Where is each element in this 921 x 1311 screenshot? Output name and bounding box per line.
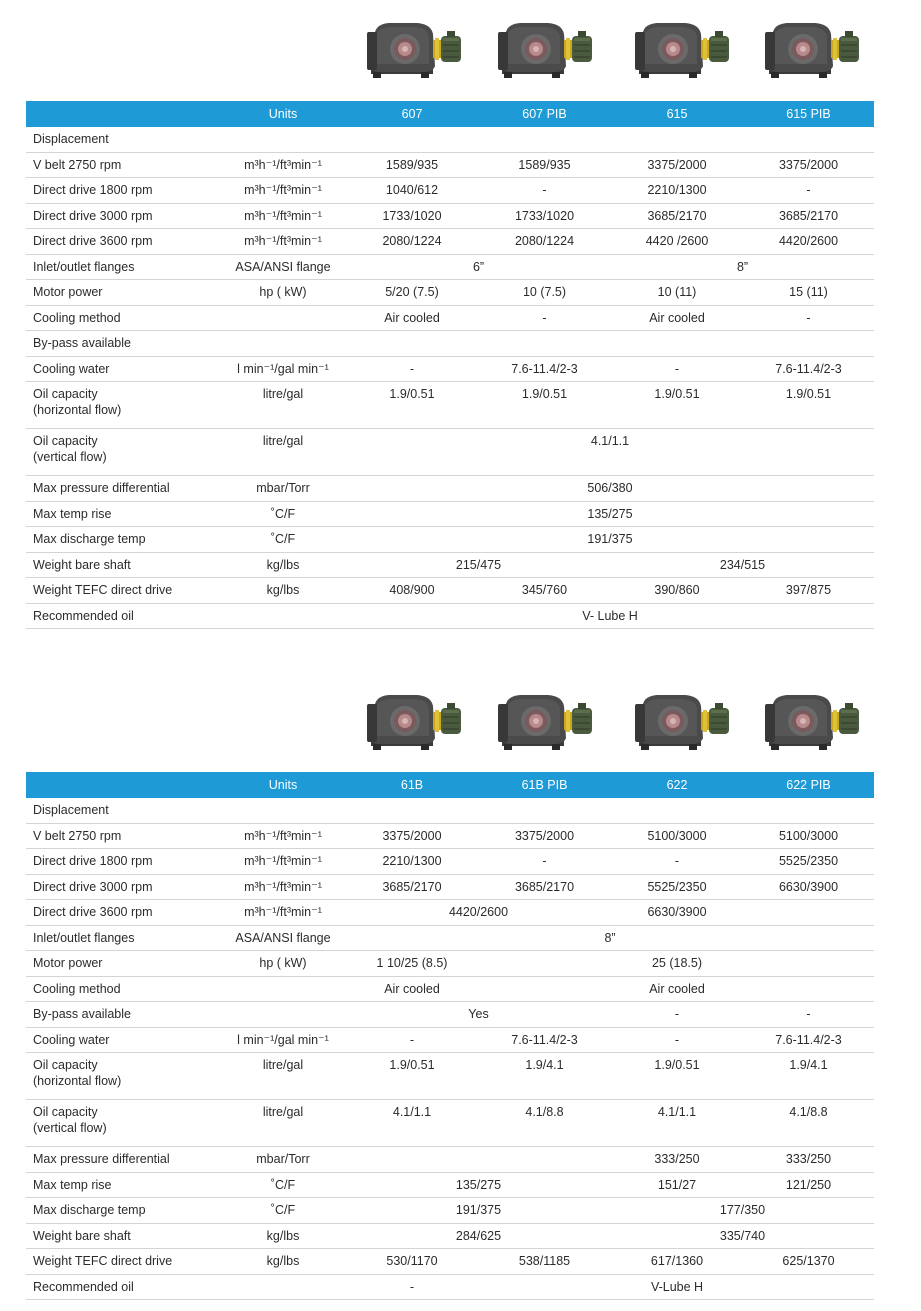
row-label: Cooling method [26, 976, 220, 1002]
units-cell: l min⁻¹/gal min⁻¹ [220, 356, 346, 382]
value-cell: V- Lube H [346, 603, 874, 629]
row-label: Direct drive 3000 rpm [26, 203, 220, 229]
value-cell: 4420 /2600 [611, 229, 743, 255]
value-cell: 8” [346, 925, 874, 951]
value-cell: 7.6-11.4/2-3 [478, 356, 611, 382]
units-cell: kg/lbs [220, 1249, 346, 1275]
value-cell: 15 (11) [743, 280, 874, 306]
pump-image-615-pib [761, 18, 861, 82]
units-cell: kg/lbs [220, 1223, 346, 1249]
value-cell: V-Lube H [611, 1274, 743, 1300]
units-cell: l min⁻¹/gal min⁻¹ [220, 1027, 346, 1053]
table-row [26, 527, 874, 553]
row-label: Cooling method [26, 305, 220, 331]
row-label: Cooling water [26, 356, 220, 382]
value-cell: - [611, 1002, 743, 1028]
value-cell: 625/1370 [743, 1249, 874, 1275]
value-cell: - [346, 1027, 478, 1053]
value-cell: 2080/1224 [478, 229, 611, 255]
row-label: Recommended oil [26, 1274, 220, 1300]
value-cell: Air cooled [346, 976, 478, 1002]
value-cell: 121/250 [743, 1172, 874, 1198]
units-cell: m³h⁻¹/ft³min⁻¹ [220, 823, 346, 849]
value-cell: 6630/3900 [611, 900, 743, 926]
value-cell: 5100/3000 [611, 823, 743, 849]
value-cell: 333/250 [743, 1147, 874, 1173]
row-label: By-pass available [26, 1002, 220, 1028]
value-cell: 1.9/0.51 [611, 382, 743, 429]
value-cell: 3375/2000 [346, 823, 478, 849]
table-row [26, 603, 874, 629]
value-cell: 1 10/25 (8.5) [346, 951, 478, 977]
row-label: Displacement [26, 127, 220, 152]
units-cell: m³h⁻¹/ft³min⁻¹ [220, 849, 346, 875]
table-row [26, 951, 874, 977]
spec-table-1 [26, 101, 874, 629]
value-cell: 333/250 [611, 1147, 743, 1173]
value-cell: 177/350 [611, 1198, 874, 1224]
value-cell: - [611, 356, 743, 382]
value-cell: - [743, 1002, 874, 1028]
units-cell: ˚C/F [220, 1172, 346, 1198]
value-cell: 4.1/8.8 [743, 1100, 874, 1147]
table-row [26, 552, 874, 578]
units-cell: ASA/ANSI flange [220, 254, 346, 280]
value-cell: 3685/2170 [346, 874, 478, 900]
row-label: Max discharge temp [26, 1198, 220, 1224]
value-cell: 4420/2600 [346, 900, 611, 926]
units-cell: m³h⁻¹/ft³min⁻¹ [220, 874, 346, 900]
table-row [26, 476, 874, 502]
table-row [26, 280, 874, 306]
pump-image-607-pib [494, 18, 594, 82]
value-cell: - [346, 356, 478, 382]
value-cell: 3685/2170 [743, 203, 874, 229]
pump-image-622-pib [761, 690, 861, 754]
table-row [26, 178, 874, 204]
value-cell: 5/20 (7.5) [346, 280, 478, 306]
value-cell: - [478, 305, 611, 331]
header-model: 615 PIB [743, 101, 874, 127]
row-label: Oil capacity (horizontal flow) [26, 1053, 220, 1100]
row-label: Weight bare shaft [26, 552, 220, 578]
value-cell: 1.9/0.51 [743, 382, 874, 429]
table-row [26, 1100, 874, 1147]
table-row [26, 578, 874, 604]
value-cell: - [478, 178, 611, 204]
value-cell: 1.9/0.51 [611, 1053, 743, 1100]
table-row [26, 501, 874, 527]
value-cell: 345/760 [478, 578, 611, 604]
table-row [26, 152, 874, 178]
table-row [26, 1223, 874, 1249]
value-cell: 1040/612 [346, 178, 478, 204]
row-label: Max temp rise [26, 501, 220, 527]
row-label: By-pass available [26, 331, 220, 357]
table-row [26, 356, 874, 382]
value-cell: 3685/2170 [611, 203, 743, 229]
units-cell: m³h⁻¹/ft³min⁻¹ [220, 152, 346, 178]
value-cell: - [611, 1027, 743, 1053]
units-cell: kg/lbs [220, 552, 346, 578]
row-label: Max pressure differential [26, 476, 220, 502]
table-row [26, 849, 874, 875]
row-label: Motor power [26, 280, 220, 306]
units-cell: litre/gal [220, 382, 346, 429]
value-cell: 530/1170 [346, 1249, 478, 1275]
value-cell: 1.9/0.51 [346, 1053, 478, 1100]
table-header-row [26, 772, 874, 798]
row-label: Direct drive 3000 rpm [26, 874, 220, 900]
spec-table-2 [26, 772, 874, 1300]
header-model: 61B PIB [478, 772, 611, 798]
table-row [26, 254, 874, 280]
table-row [26, 229, 874, 255]
row-label: Max temp rise [26, 1172, 220, 1198]
value-cell: - [346, 1274, 478, 1300]
row-label: Recommended oil [26, 603, 220, 629]
table-row [26, 925, 874, 951]
value-cell: - [478, 849, 611, 875]
pump-image-61b-pib [494, 690, 594, 754]
value-cell: 284/625 [346, 1223, 611, 1249]
value-cell: 191/375 [346, 527, 874, 553]
header-blank [26, 101, 220, 127]
value-cell: 1.9/0.51 [478, 382, 611, 429]
value-cell: 506/380 [346, 476, 874, 502]
value-cell: 2080/1224 [346, 229, 478, 255]
value-cell: 135/275 [346, 501, 874, 527]
table-header-row [26, 101, 874, 127]
value-cell: - [611, 849, 743, 875]
units-cell: hp ( kW) [220, 280, 346, 306]
value-cell: 8” [611, 254, 874, 280]
value-cell: Air cooled [611, 976, 743, 1002]
value-cell: 1.9/4.1 [478, 1053, 611, 1100]
units-cell: ˚C/F [220, 527, 346, 553]
units-cell: litre/gal [220, 429, 346, 476]
value-cell: 3375/2000 [611, 152, 743, 178]
value-cell: Yes [346, 1002, 611, 1028]
row-label: Direct drive 1800 rpm [26, 178, 220, 204]
value-cell: 4.1/1.1 [346, 429, 874, 476]
row-label: Direct drive 1800 rpm [26, 849, 220, 875]
value-cell: 10 (7.5) [478, 280, 611, 306]
value-cell: 397/875 [743, 578, 874, 604]
value-cell: 1.9/0.51 [346, 382, 478, 429]
table-row [26, 382, 874, 429]
units-cell: mbar/Torr [220, 476, 346, 502]
row-label: Oil capacity (horizontal flow) [26, 382, 220, 429]
value-cell: 6” [346, 254, 611, 280]
value-cell: 191/375 [346, 1198, 611, 1224]
table-row [26, 305, 874, 331]
value-cell: Air cooled [346, 305, 478, 331]
header-model: 607 PIB [478, 101, 611, 127]
value-cell: 617/1360 [611, 1249, 743, 1275]
table-row [26, 1249, 874, 1275]
table-row [26, 203, 874, 229]
row-label: Inlet/outlet flanges [26, 254, 220, 280]
value-cell: 2210/1300 [611, 178, 743, 204]
pump-images-row-1 [26, 18, 874, 88]
header-model: 622 [611, 772, 743, 798]
pump-image-622 [631, 690, 731, 754]
value-cell: 390/860 [611, 578, 743, 604]
table-row [26, 127, 874, 152]
value-cell: 5100/3000 [743, 823, 874, 849]
value-cell: 3685/2170 [478, 874, 611, 900]
table-row [26, 1274, 874, 1300]
value-cell: 2210/1300 [346, 849, 478, 875]
table-row [26, 976, 874, 1002]
row-label: V belt 2750 rpm [26, 823, 220, 849]
value-cell: 4.1/1.1 [611, 1100, 743, 1147]
row-label: Max pressure differential [26, 1147, 220, 1173]
row-label: Oil capacity (vertical flow) [26, 1100, 220, 1147]
row-label: Max discharge temp [26, 527, 220, 553]
row-label: Cooling water [26, 1027, 220, 1053]
units-cell: m³h⁻¹/ft³min⁻¹ [220, 203, 346, 229]
pump-images-row-2 [26, 690, 874, 760]
table-row [26, 798, 874, 823]
row-label: Inlet/outlet flanges [26, 925, 220, 951]
value-cell: 234/515 [611, 552, 874, 578]
value-cell: 151/27 [611, 1172, 743, 1198]
table-row [26, 1002, 874, 1028]
value-cell: 7.6-11.4/2-3 [743, 1027, 874, 1053]
row-label: Oil capacity (vertical flow) [26, 429, 220, 476]
table-row [26, 874, 874, 900]
value-cell: 1733/1020 [478, 203, 611, 229]
value-cell: 4.1/8.8 [478, 1100, 611, 1147]
units-cell: kg/lbs [220, 578, 346, 604]
header-model: 622 PIB [743, 772, 874, 798]
units-cell: mbar/Torr [220, 1147, 346, 1173]
units-cell: hp ( kW) [220, 951, 346, 977]
value-cell: 4420/2600 [743, 229, 874, 255]
value-cell: 10 (11) [611, 280, 743, 306]
table-row [26, 900, 874, 926]
header-units: Units [220, 772, 346, 798]
value-cell: 7.6-11.4/2-3 [478, 1027, 611, 1053]
header-model: 61B [346, 772, 478, 798]
value-cell: 3375/2000 [478, 823, 611, 849]
value-cell: 215/475 [346, 552, 611, 578]
pump-image-607 [363, 18, 463, 82]
row-label: Direct drive 3600 rpm [26, 229, 220, 255]
value-cell: 335/740 [611, 1223, 874, 1249]
table-row [26, 1172, 874, 1198]
value-cell: 5525/2350 [743, 849, 874, 875]
value-cell: - [743, 305, 874, 331]
table-row [26, 331, 874, 357]
value-cell: 3375/2000 [743, 152, 874, 178]
value-cell: 1.9/4.1 [743, 1053, 874, 1100]
value-cell: 4.1/1.1 [346, 1100, 478, 1147]
row-label: V belt 2750 rpm [26, 152, 220, 178]
value-cell: 538/1185 [478, 1249, 611, 1275]
value-cell: 7.6-11.4/2-3 [743, 356, 874, 382]
row-label: Direct drive 3600 rpm [26, 900, 220, 926]
row-label: Motor power [26, 951, 220, 977]
units-cell: litre/gal [220, 1053, 346, 1100]
table-row [26, 1198, 874, 1224]
value-cell: 25 (18.5) [611, 951, 743, 977]
table-row [26, 1147, 874, 1173]
units-cell: ˚C/F [220, 501, 346, 527]
units-cell: litre/gal [220, 1100, 346, 1147]
value-cell: 5525/2350 [611, 874, 743, 900]
row-label: Weight bare shaft [26, 1223, 220, 1249]
units-cell: ASA/ANSI flange [220, 925, 346, 951]
table-row [26, 429, 874, 476]
pump-image-61b [363, 690, 463, 754]
value-cell: Air cooled [611, 305, 743, 331]
row-label: Weight TEFC direct drive [26, 578, 220, 604]
units-cell: m³h⁻¹/ft³min⁻¹ [220, 178, 346, 204]
header-model: 615 [611, 101, 743, 127]
table-row [26, 823, 874, 849]
value-cell: - [743, 178, 874, 204]
row-label: Weight TEFC direct drive [26, 1249, 220, 1275]
value-cell: 1733/1020 [346, 203, 478, 229]
table-row [26, 1053, 874, 1100]
table-row [26, 1027, 874, 1053]
row-label: Displacement [26, 798, 220, 823]
value-cell: 408/900 [346, 578, 478, 604]
header-units: Units [220, 101, 346, 127]
value-cell: 6630/3900 [743, 874, 874, 900]
units-cell: m³h⁻¹/ft³min⁻¹ [220, 229, 346, 255]
header-model: 607 [346, 101, 478, 127]
units-cell: ˚C/F [220, 1198, 346, 1224]
pump-image-615 [631, 18, 731, 82]
value-cell: 1589/935 [346, 152, 478, 178]
value-cell: 1589/935 [478, 152, 611, 178]
value-cell: 135/275 [346, 1172, 611, 1198]
header-blank [26, 772, 220, 798]
units-cell: m³h⁻¹/ft³min⁻¹ [220, 900, 346, 926]
